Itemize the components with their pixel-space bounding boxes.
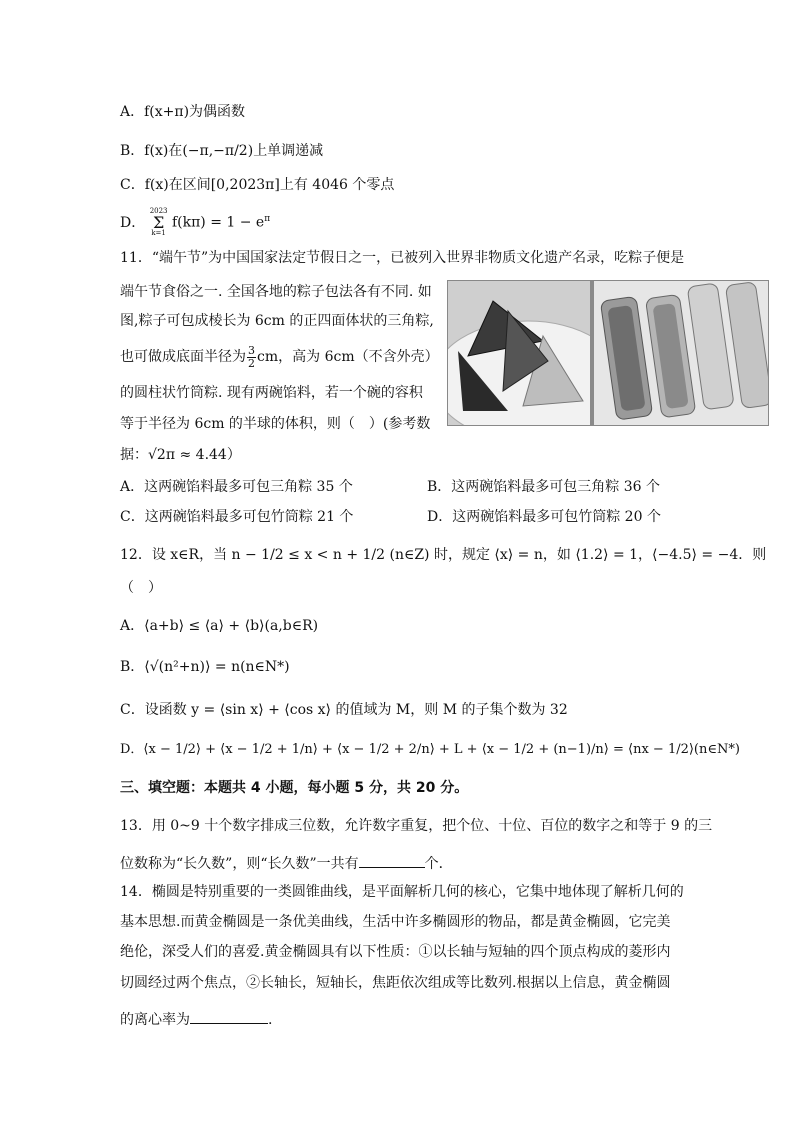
q11-stem-line-3: 图,粽子可包成棱长为 6cm 的正四面体状的三角粽, (120, 313, 434, 329)
q12-stem-line-1: 12．设 x∈R，当 n − 1/2 ≤ x < n + 1/2 (n∈Z) 时，规定 ⟨x⟩ = n，如 ⟨1.2⟩ = 1，⟨−4.5⟩ = −4．则 (120, 547, 767, 563)
q12-option-d: D．⟨x − 1/2⟩ + ⟨x − 1/2 + 1/n⟩ + ⟨x − 1/2 + 2/n⟩ + L + ⟨x − 1/2 + (n−1)/n⟩ = ⟨nx − 1/2⟩(n∈N*) (120, 742, 740, 757)
q12-stem-line-2: （ ） (120, 580, 162, 596)
q14-stem-line-3: 绝伦，深受人们的喜爱.黄金椭圆具有以下性质：①以长轴与短轴的四个顶点构成的菱形内 (120, 944, 671, 960)
q11-option-c: C．这两碗馅料最多可包竹筒粽 21 个 (120, 509, 354, 525)
summation-symbol: 2023 Σ k=1 (149, 207, 168, 238)
q13-answer-blank[interactable] (359, 851, 425, 868)
q11-stem-line-4: 也可做成底面半径为 $\frac{3}{2}$ cm，高为 6cm（不含外壳） (120, 343, 439, 370)
q14-answer-blank[interactable] (190, 1007, 268, 1024)
q14-stem-line-2: 基本思想.而黄金椭圆是一条优美曲线，生活中许多椭圆形的物品，都是黄金椭圆，它完美 (120, 914, 671, 930)
section-3-heading: 三、填空题：本题共 4 小题，每小题 5 分，共 20 分。 (120, 780, 469, 796)
q13-stem-line-2: 位数称为“长久数”，则“长久数”一共有 个． (120, 851, 453, 874)
q10-option-d: D． 2023 Σ k=1 $f(k\pi) = 1 - e^\pi$ (120, 207, 271, 238)
zongzi-illustration (448, 281, 768, 425)
q11-option-a: A．这两碗馅料最多可包三角粽 35 个 (120, 479, 353, 495)
q12-option-a: A．⟨a+b⟩ ≤ ⟨a⟩ + ⟨b⟩(a,b∈R) (120, 618, 319, 634)
q11-stem-line-6: 等于半径为 6cm 的半球的体积，则（ ）(参考数 (120, 416, 431, 432)
q14-stem-line-4: 切圆经过两个焦点，②长轴长，短轴长，焦距依次组成等比数列.根据以上信息，黄金椭圆 (120, 975, 671, 991)
q13-stem-line-1: 13．用 0~9 十个数字排成三位数，允许数字重复，把个位、十位、百位的数字之和等于 9 的三 (120, 818, 713, 834)
q12-option-b: B．⟨√(n²+n)⟩ = n(n∈N*) (120, 659, 290, 675)
q11-option-d: D．这两碗馅料最多可包竹筒粽 20 个 (427, 509, 661, 525)
q10-option-c: C．f(x)在区间[0,2023π]上有 4046 个零点 (120, 177, 395, 193)
q11-option-b: B．这两碗馅料最多可包三角粽 36 个 (427, 479, 661, 495)
fraction-three-halves: $\frac{3}{2}$ (248, 343, 255, 370)
q14-stem-line-5: 的离心率为 . (120, 1007, 272, 1030)
q11-stem-line-2: 端午节食俗之一. 全国各地的粽子包法各有不同. 如 (120, 284, 432, 300)
q11-stem-line-5: 的圆柱状竹筒粽. 现有两碗馅料，若一个碗的容积 (120, 385, 423, 401)
q10-b-interval: (−π,−π/2) (182, 143, 254, 159)
q14-stem-line-1: 14．椭圆是特别重要的一类圆锥曲线，是平面解析几何的核心，它集中地体现了解析几何的 (120, 884, 684, 900)
q12-option-c: C．设函数 y = ⟨sin x⟩ + ⟨cos x⟩ 的值域为 M，则 M 的子集个数为 32 (120, 702, 568, 718)
q11-stem-line-7: 据：√2π ≈ 4.44） (120, 447, 241, 463)
q10-option-a: A．f(x+π)为偶函数 (120, 104, 246, 120)
zongzi-photo (447, 280, 769, 426)
q10-option-b: B．f(x)在(−π,−π/2)上单调递减 (120, 143, 324, 159)
q11-stem-line-1: 11．“端午节”为中国国家法定节假日之一，已被列入世界非物质文化遗产名录，吃粽子便是 (120, 250, 685, 266)
